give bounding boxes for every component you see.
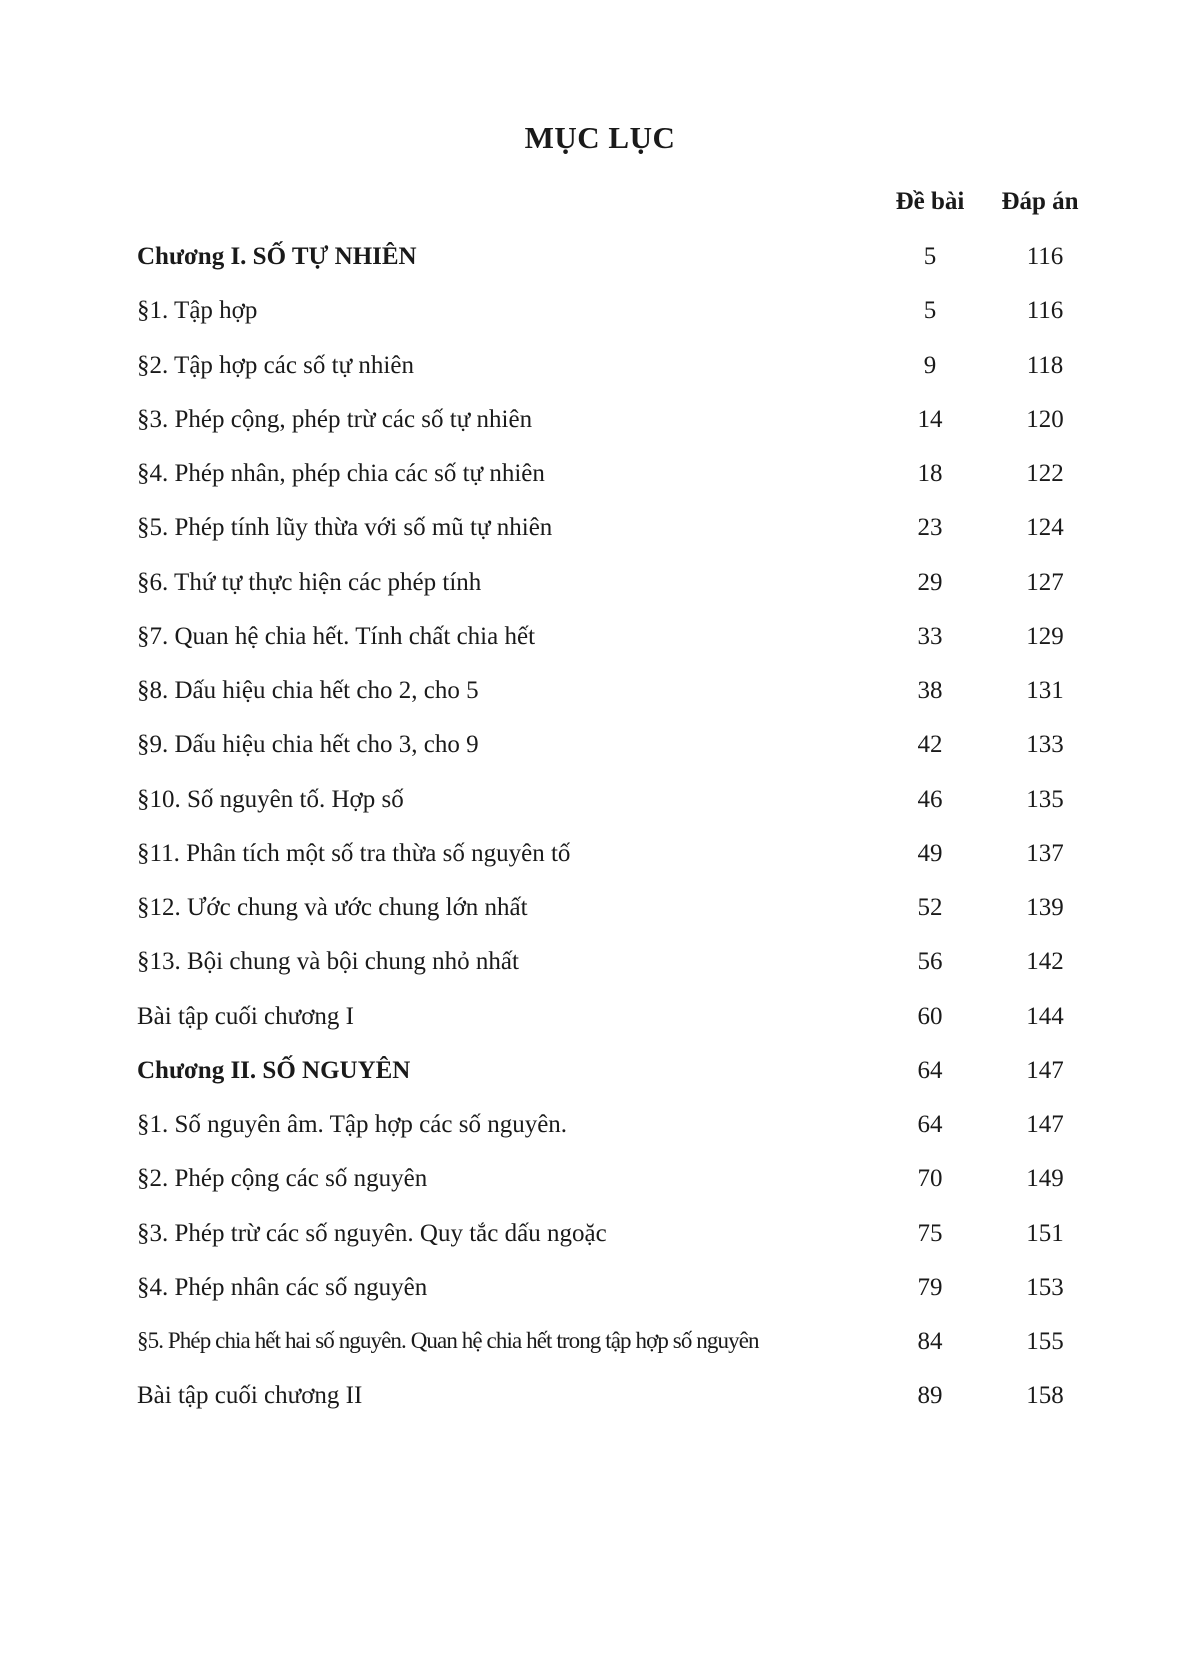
toc-entry-dap-an-page: 127 — [1026, 568, 1064, 596]
toc-entry-label: §3. Phép trừ các số nguyên. Quy tắc dấu ngoặc — [137, 1219, 607, 1247]
toc-entry-dap-an-page: 142 — [1026, 948, 1064, 976]
toc-entry-de-bai-page: 79 — [917, 1273, 943, 1301]
page-title: MỤC LỤC — [524, 120, 676, 155]
toc-entry-label: Bài tập cuối chương II — [137, 1382, 363, 1410]
toc-entry-label: Chương I. SỐ TỰ NHIÊN — [137, 243, 417, 270]
toc-entry-de-bai-page: 75 — [917, 1219, 943, 1247]
toc-entry-dap-an-page: 137 — [1026, 839, 1064, 867]
toc-entry-de-bai-page: 42 — [917, 731, 943, 759]
toc-entry-dap-an-page: 149 — [1026, 1165, 1064, 1193]
toc-chapter-row — [0, 1049, 1200, 1103]
toc-entry-de-bai-page: 5 — [923, 243, 937, 270]
toc-chapter-row — [0, 235, 1200, 289]
toc-entry-dap-an-page: 153 — [1026, 1273, 1064, 1301]
toc-entry-dap-an-page: 118 — [1026, 351, 1064, 379]
toc-entry-de-bai-page: 84 — [917, 1328, 943, 1355]
toc-entry-dap-an-page: 135 — [1026, 785, 1064, 813]
toc-entry-de-bai-page: 89 — [917, 1382, 943, 1410]
toc-entry-dap-an-page: 124 — [1026, 514, 1064, 542]
toc-entry-dap-an-page: 120 — [1026, 405, 1064, 433]
toc-entry-dap-an-page: 129 — [1026, 622, 1064, 650]
toc-entry-label: §2. Phép cộng các số nguyên — [137, 1165, 428, 1193]
toc-entry-dap-an-page: 116 — [1026, 297, 1064, 325]
toc-entry-dap-an-page: 147 — [1026, 1056, 1064, 1084]
toc-entry-label: §7. Quan hệ chia hết. Tính chất chia hết — [137, 622, 536, 650]
toc-entry-label: §4. Phép nhân các số nguyên — [137, 1273, 428, 1301]
toc-row — [0, 1157, 1200, 1211]
table-of-contents — [0, 235, 1200, 1429]
toc-entry-de-bai-page: 29 — [917, 568, 943, 596]
toc-row — [0, 1266, 1200, 1320]
toc-entry-dap-an-page: 158 — [1026, 1382, 1064, 1410]
toc-row — [0, 1320, 1200, 1374]
toc-entry-label: §1. Số nguyên âm. Tập hợp các số nguyên. — [137, 1111, 568, 1138]
toc-row — [0, 1103, 1200, 1157]
toc-entry-dap-an-page: 133 — [1026, 731, 1064, 759]
toc-row — [0, 1212, 1200, 1266]
toc-entry-label: §9. Dấu hiệu chia hết cho 3, cho 9 — [137, 731, 479, 759]
toc-entry-de-bai-page: 52 — [917, 894, 943, 921]
toc-row — [0, 506, 1200, 560]
toc-row — [0, 1374, 1200, 1428]
toc-entry-label: §13. Bội chung và bội chung nhỏ nhất — [137, 948, 519, 976]
toc-entry-de-bai-page: 64 — [917, 1056, 943, 1084]
toc-row — [0, 940, 1200, 994]
toc-entry-de-bai-page: 60 — [917, 1002, 943, 1030]
toc-row — [0, 832, 1200, 886]
toc-row — [0, 561, 1200, 615]
toc-entry-label: §11. Phân tích một số tra thừa số nguyên tố — [137, 839, 571, 867]
toc-row — [0, 778, 1200, 832]
toc-entry-de-bai-page: 23 — [917, 514, 943, 542]
toc-entry-dap-an-page: 151 — [1026, 1219, 1064, 1247]
column-header-dap-an: Đáp án — [1001, 188, 1079, 215]
toc-entry-de-bai-page: 18 — [917, 460, 943, 487]
toc-entry-de-bai-page: 5 — [923, 297, 937, 325]
toc-row — [0, 615, 1200, 669]
toc-entry-label: §2. Tập hợp các số tự nhiên — [137, 351, 414, 379]
toc-entry-de-bai-page: 49 — [917, 839, 943, 867]
toc-entry-de-bai-page: 33 — [917, 622, 943, 650]
toc-row — [0, 723, 1200, 777]
toc-entry-de-bai-page: 46 — [917, 785, 943, 813]
toc-entry-dap-an-page: 144 — [1026, 1002, 1064, 1030]
toc-entry-label: Bài tập cuối chương I — [137, 1002, 354, 1030]
toc-entry-de-bai-page: 14 — [917, 405, 943, 433]
toc-entry-dap-an-page: 147 — [1026, 1111, 1064, 1138]
toc-entry-de-bai-page: 64 — [917, 1111, 943, 1138]
toc-row — [0, 289, 1200, 343]
toc-row — [0, 995, 1200, 1049]
toc-entry-de-bai-page: 9 — [923, 351, 937, 379]
toc-entry-label: §4. Phép nhân, phép chia các số tự nhiên — [137, 460, 545, 487]
toc-row — [0, 452, 1200, 506]
column-header-de-bai: Đề bài — [895, 188, 965, 215]
toc-row — [0, 669, 1200, 723]
toc-row — [0, 886, 1200, 940]
toc-entry-label: §3. Phép cộng, phép trừ các số tự nhiên — [137, 405, 533, 433]
toc-row — [0, 344, 1200, 398]
toc-entry-dap-an-page: 116 — [1026, 243, 1064, 270]
toc-entry-label: §10. Số nguyên tố. Hợp số — [137, 785, 404, 813]
toc-entry-label: §5. Phép chia hết hai số nguyên. Quan hệ chia hết trong tập hợp số nguyên — [137, 1328, 759, 1353]
toc-entry-de-bai-page: 38 — [917, 677, 943, 704]
toc-entry-dap-an-page: 122 — [1026, 460, 1064, 487]
toc-entry-dap-an-page: 131 — [1026, 677, 1064, 704]
toc-entry-label: Chương II. SỐ NGUYÊN — [137, 1056, 411, 1084]
toc-entry-dap-an-page: 155 — [1026, 1328, 1064, 1355]
toc-entry-label: §12. Ước chung và ước chung lớn nhất — [137, 894, 528, 921]
toc-row — [0, 398, 1200, 452]
toc-entry-label: §1. Tập hợp — [137, 297, 258, 325]
toc-entry-label: §5. Phép tính lũy thừa với số mũ tự nhiên — [137, 514, 553, 542]
toc-entry-dap-an-page: 139 — [1026, 894, 1064, 921]
toc-entry-de-bai-page: 56 — [917, 948, 943, 976]
toc-entry-de-bai-page: 70 — [917, 1165, 943, 1193]
toc-entry-label: §6. Thứ tự thực hiện các phép tính — [137, 568, 482, 596]
toc-entry-label: §8. Dấu hiệu chia hết cho 2, cho 5 — [137, 677, 479, 704]
